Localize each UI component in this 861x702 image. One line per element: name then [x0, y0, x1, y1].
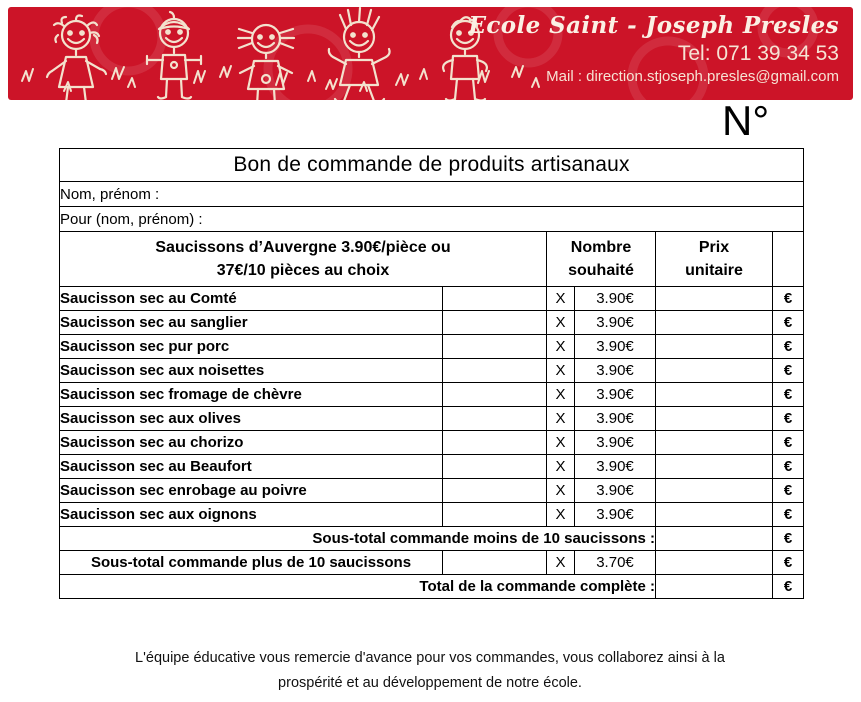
column-header-product-line2: 37€/10 pièces au choix [216, 262, 390, 279]
unit-price-value: 3.90€ [575, 311, 656, 335]
table-row [60, 335, 804, 359]
multiplier-symbol: X [547, 311, 575, 335]
unit-price-value: 3.90€ [575, 287, 656, 311]
subtotal-more-unit-price: 3.70€ [575, 551, 656, 575]
subtotal-less-amount-cell[interactable] [656, 527, 773, 551]
unit-price-value: 3.90€ [575, 359, 656, 383]
amount-input-cell[interactable] [656, 407, 773, 431]
table-row [60, 479, 804, 503]
product-name: Saucisson sec enrobage au poivre [60, 479, 443, 503]
table-row-grand-total [60, 575, 804, 599]
field-label-for[interactable]: Pour (nom, prénom) : [60, 207, 804, 232]
school-email: Mail : direction.stjoseph.presles@gmail.com [546, 68, 839, 85]
school-banner [8, 7, 853, 100]
subtotal-more-amount-cell[interactable] [656, 551, 773, 575]
table-row-title [60, 149, 804, 182]
unit-price-value: 3.90€ [575, 383, 656, 407]
multiplier-symbol: X [547, 359, 575, 383]
multiplier-symbol: X [547, 551, 575, 575]
product-name: Saucisson sec aux noisettes [60, 359, 443, 383]
order-number-label: N° [722, 97, 770, 144]
multiplier-symbol: X [547, 455, 575, 479]
table-row [60, 503, 804, 527]
footer-thank-you-note [105, 646, 755, 696]
grand-total-amount-cell[interactable] [656, 575, 773, 599]
subtotal-less-label: Sous-total commande moins de 10 saucissons : [60, 527, 656, 551]
multiplier-symbol: X [547, 383, 575, 407]
currency-symbol: € [773, 455, 804, 479]
column-header-quantity [547, 232, 656, 287]
unit-price-value: 3.90€ [575, 479, 656, 503]
unit-price-value: 3.90€ [575, 335, 656, 359]
currency-symbol: € [773, 551, 804, 575]
product-name: Saucisson sec au Comté [60, 287, 443, 311]
product-name: Saucisson sec aux oignons [60, 503, 443, 527]
table-row [60, 383, 804, 407]
multiplier-symbol: X [547, 287, 575, 311]
table-row [60, 431, 804, 455]
table-row [60, 287, 804, 311]
column-header-product [60, 232, 547, 287]
product-name: Saucisson sec pur porc [60, 335, 443, 359]
currency-symbol: € [773, 479, 804, 503]
column-header-unit-price-line2: unitaire [685, 262, 743, 279]
quantity-input-cell[interactable] [443, 335, 547, 359]
multiplier-symbol: X [547, 503, 575, 527]
field-label-name[interactable]: Nom, prénom : [60, 182, 804, 207]
quantity-input-cell[interactable] [443, 359, 547, 383]
school-contact-block [419, 11, 839, 88]
quantity-input-cell[interactable] [443, 479, 547, 503]
school-name: Ecole Saint - Joseph Presles [468, 12, 839, 39]
amount-input-cell[interactable] [656, 455, 773, 479]
product-name: Saucisson sec au sanglier [60, 311, 443, 335]
currency-symbol: € [773, 527, 804, 551]
column-header-unit-price [656, 232, 773, 287]
column-header-product-line1: Saucissons d’Auvergne 3.90€/pièce ou [155, 239, 451, 256]
column-header-unit-price-line1: Prix [698, 239, 730, 256]
currency-symbol: € [773, 383, 804, 407]
quantity-input-cell[interactable] [443, 455, 547, 479]
product-name: Saucisson sec au chorizo [60, 431, 443, 455]
currency-symbol: € [773, 287, 804, 311]
footer-line-1: L'équipe éducative vous remercie d'avance pour vos commandes, vous collaborez ainsi à la [135, 650, 725, 666]
product-name: Saucisson sec fromage de chèvre [60, 383, 443, 407]
column-header-quantity-line1: Nombre [570, 239, 632, 256]
amount-input-cell[interactable] [656, 503, 773, 527]
table-row [60, 407, 804, 431]
column-header-amount [773, 232, 804, 287]
currency-symbol: € [773, 359, 804, 383]
quantity-input-cell[interactable] [443, 503, 547, 527]
unit-price-value: 3.90€ [575, 407, 656, 431]
multiplier-symbol: X [547, 431, 575, 455]
quantity-input-cell[interactable] [443, 407, 547, 431]
amount-input-cell[interactable] [656, 383, 773, 407]
amount-input-cell[interactable] [656, 287, 773, 311]
quantity-input-cell[interactable] [443, 287, 547, 311]
unit-price-value: 3.90€ [575, 431, 656, 455]
multiplier-symbol: X [547, 407, 575, 431]
currency-symbol: € [773, 503, 804, 527]
table-row-subtotal-less [60, 527, 804, 551]
product-name: Saucisson sec aux olives [60, 407, 443, 431]
table-header-row [60, 232, 804, 287]
amount-input-cell[interactable] [656, 335, 773, 359]
unit-price-value: 3.90€ [575, 455, 656, 479]
column-header-quantity-line2: souhaité [568, 262, 634, 279]
multiplier-symbol: X [547, 479, 575, 503]
table-row-subtotal-more [60, 551, 804, 575]
amount-input-cell[interactable] [656, 359, 773, 383]
table-row-name-field [60, 182, 804, 207]
currency-symbol: € [773, 575, 804, 599]
amount-input-cell[interactable] [656, 479, 773, 503]
quantity-input-cell[interactable] [443, 311, 547, 335]
table-row [60, 359, 804, 383]
school-phone: Tel: 071 39 34 53 [677, 42, 839, 65]
currency-symbol: € [773, 335, 804, 359]
currency-symbol: € [773, 431, 804, 455]
footer-line-2: prospérité et au développement de notre école. [278, 675, 582, 691]
grand-total-label: Total de la commande complète : [60, 575, 656, 599]
product-name: Saucisson sec au Beaufort [60, 455, 443, 479]
table-row-for-field [60, 207, 804, 232]
subtotal-more-quantity-cell[interactable] [443, 551, 547, 575]
amount-input-cell[interactable] [656, 311, 773, 335]
unit-price-value: 3.90€ [575, 503, 656, 527]
order-form-table [59, 148, 804, 599]
currency-symbol: € [773, 407, 804, 431]
currency-symbol: € [773, 311, 804, 335]
amount-input-cell[interactable] [656, 431, 773, 455]
form-title: Bon de commande de produits artisanaux [60, 149, 804, 182]
table-row [60, 311, 804, 335]
subtotal-more-label: Sous-total commande plus de 10 saucissons [60, 551, 443, 575]
quantity-input-cell[interactable] [443, 431, 547, 455]
multiplier-symbol: X [547, 335, 575, 359]
quantity-input-cell[interactable] [443, 383, 547, 407]
table-row [60, 455, 804, 479]
